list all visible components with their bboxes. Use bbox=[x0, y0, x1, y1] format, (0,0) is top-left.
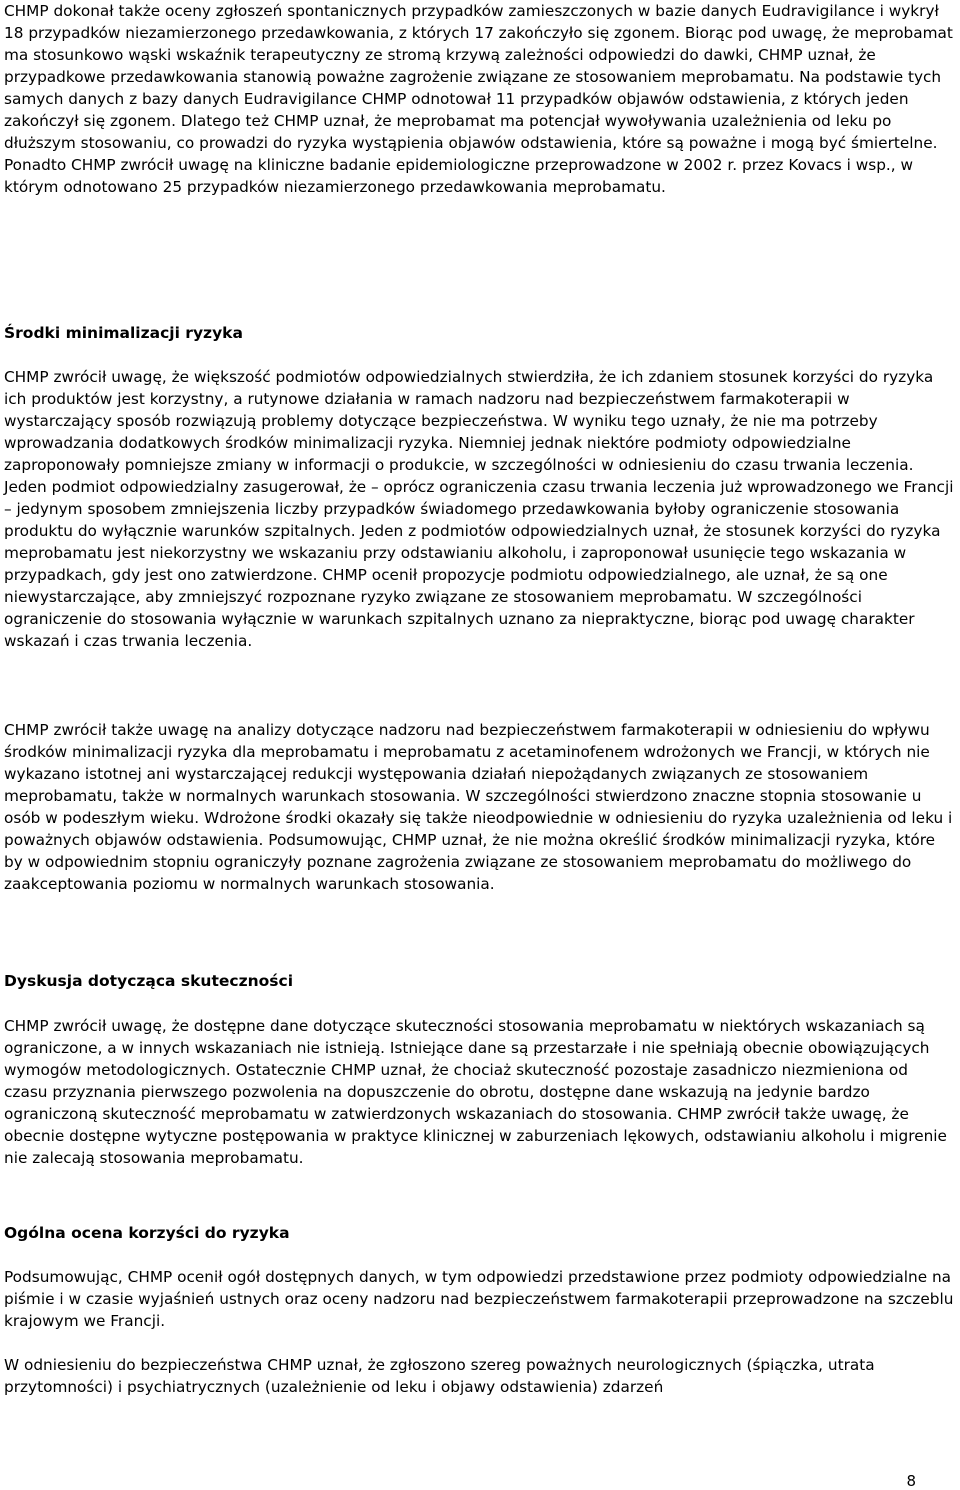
paragraph-data-summary: Podsumowując, CHMP ocenił ogół dostępnych danych, w tym odpowiedzi przedstawione przez podmioty odpowiedzialne na piśmie i w czasie wyjaśnień ustnych oraz oceny nadzoru nad bezpieczeństwem farmakoterapii przeprowadzone na szczeblu krajowym we Francji. bbox=[4, 1268, 954, 1330]
page-number: 8 bbox=[906, 1472, 916, 1490]
heading-risk-minimisation: Środki minimalizacji ryzyka bbox=[4, 324, 243, 342]
heading-efficacy-discussion: Dyskusja dotycząca skuteczności bbox=[4, 972, 294, 990]
paragraph-overdose-assessment: CHMP dokonał także oceny zgłoszeń spontanicznych przypadków zamieszczonych w bazie danych Eudravigilance i wykrył 18 przypadków niezamierzonego przedawkowania, z których 17 zakończyło się zgonem. Biorąc pod uwagę, że meprobamat ma stosunkowo wąski wskaźnik terapeutyczny ze stromą krzywą zależności odpowiedzi do dawki, CHMP uznał, że przypadkowe przedawkowania stanowią poważne zagrożenie związane ze stosowaniem meprobamatu. Na podstawie tych samych danych z bazy danych Eudravigilance CHMP odnotował 11 przypadków objawów odstawienia, z których jeden zakończył się zgonem. Dlatego też CHMP uznał, że meprobamat ma potencjał wywoływania uzależnienia od leku po dłuższym stosowaniu, co prowadzi do ryzyka wystąpienia objawów odstawienia, które są poważne i mogą być śmiertelne. Ponadto CHMP zwrócił uwagę na kliniczne badanie epidemiologiczne przeprowadzone w 2002 r. przez Kovacs i wsp., w którym odnotowano 25 przypadków niezamierzonego przedawkowania meprobamatu. bbox=[4, 2, 953, 196]
paragraph-risk-minimisation-proposals: CHMP zwrócił uwagę, że większość podmiotów odpowiedzialnych stwierdziła, że ich zdaniem stosunek korzyści do ryzyka ich produktów jest korzystny, a rutynowe działania w ramach nadzoru nad bezpieczeństwem farmakoterapii w wystarczający sposób rozwiązują problemy dotyczące bezpieczeństwa. W wyniku tego uznały, że nie ma potrzeby wprowadzania dodatkowych środków minimalizacji ryzyka. Niemniej jednak niektóre podmioty odpowiedzialne zaproponowały pomniejsze zmiany w informacji o produkcie, w szczególności w odniesieniu do czasu trwania leczenia. Jeden podmiot odpowiedzialny zasugerował, że – oprócz ograniczenia czasu trwania leczenia już wprowadzonego we Francji – jedynym sposobem zmniejszenia liczby przypadków świadomego przedawkowania byłoby ograniczenie stosowania produktu do wyłącznie warunków szpitalnych. Jeden z podmiotów odpowiedzialnych uznał, że stosunek korzyści do ryzyka meprobamatu jest niekorzystny we wskazaniu przy odstawianiu alkoholu, i zaproponował usunięcie tego wskazania w przypadkach, gdy jest ono zatwierdzone. CHMP ocenił propozycje podmiotu odpowiedzialnego, ale uznał, że są one niewystarczające, aby zmniejszyć rozpoznane ryzyko związane ze stosowaniem meprobamatu. W szczególności ograniczenie do stosowania wyłącznie w warunkach szpitalnych uznano za niepraktyczne, biorąc pod uwagę charakter wskazań i czas trwania leczenia. bbox=[4, 368, 954, 650]
paragraph-france-measures-analysis: CHMP zwrócił także uwagę na analizy dotyczące nadzoru nad bezpieczeństwem farmakoterapii w odniesieniu do wpływu środków minimalizacji ryzyka dla meprobamatu i meprobamatu z acetaminofenem wdrożonych we Francji, w których nie wykazano istotnej ani wystarczającej redukcji występowania działań niepożądanych związanych ze stosowaniem meprobamatu, także w normalnych warunkach stosowania. W szczególności stwierdzono znaczne stopnia stosowanie u osób w podeszłym wieku. Wdrożone środki okazały się także nieodpowiednie w odniesieniu do ryzyka uzależnienia od leku i poważnych objawów odstawienia. Podsumowując, CHMP uznał, że nie można określić środków minimalizacji ryzyka, które by w odpowiednim stopniu ograniczyły poznane zagrożenia związane ze stosowaniem meprobamatu do możliwego do zaakceptowania poziomu w normalnych warunkach stosowania. bbox=[4, 721, 953, 893]
paragraph-efficacy-data: CHMP zwrócił uwagę, że dostępne dane dotyczące skuteczności stosowania meprobamatu w niektórych wskazaniach są ograniczone, a w innych wskazaniach nie istnieją. Istniejące dane są przestarzałe i nie spełniają obecnie obowiązujących wymogów metodologicznych. Ostatecznie CHMP uznał, że chociaż skuteczność pozostaje zasadniczo niezmieniona od czasu przyznania pierwszego pozwolenia na dopuszczenie do obrotu, dostępne dane wskazują na jedynie bardzo ograniczoną skuteczność meprobamatu w zatwierdzonych wskazaniach do stosowania. CHMP zwrócił także uwagę, że obecnie dostępne wytyczne postępowania w praktyce klinicznej w zaburzeniach lękowych, odstawianiu alkoholu i migrenie nie zalecają stosowania meprobamatu. bbox=[4, 1017, 947, 1167]
heading-overall-benefit-risk: Ogólna ocena korzyści do ryzyka bbox=[4, 1224, 290, 1242]
paragraph-safety-conclusion: W odniesieniu do bezpieczeństwa CHMP uznał, że zgłoszono szereg poważnych neurologicznych (śpiączka, utrata przytomności) i psychiatrycznych (uzależnienie od leku i objawy odstawienia) zdarzeń bbox=[4, 1356, 875, 1396]
